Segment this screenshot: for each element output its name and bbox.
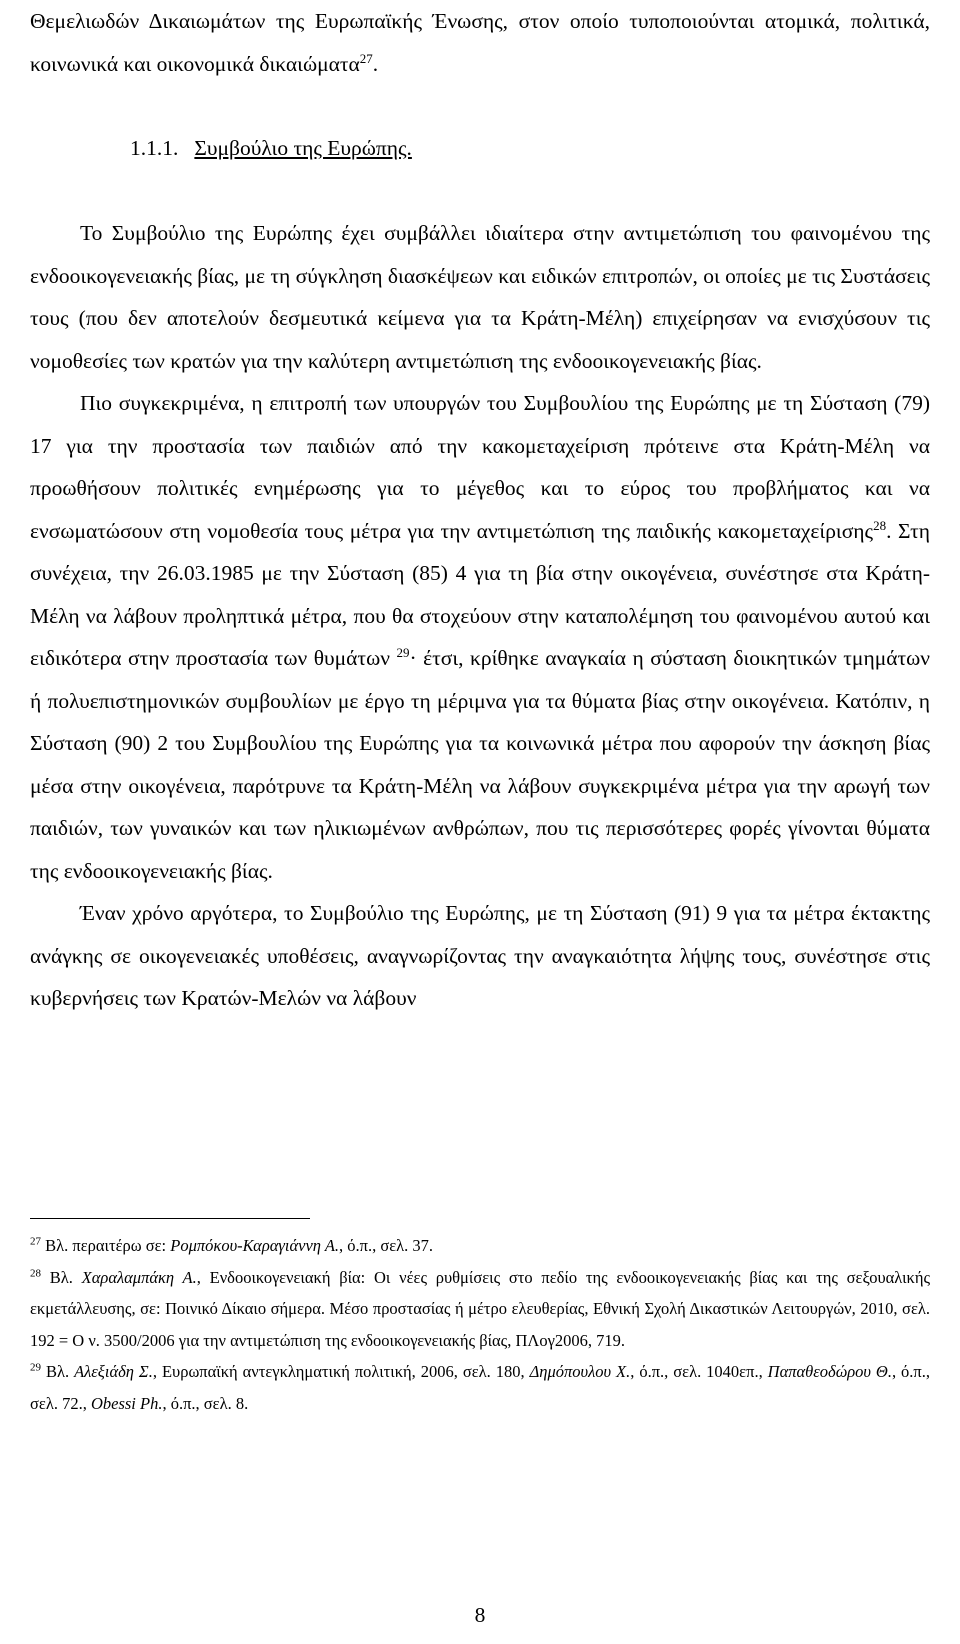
footnote-text: Βλ. <box>49 1267 82 1287</box>
footnote-author: Αλεξιάδη Σ. <box>74 1362 153 1381</box>
footnote-text: , ό.π., σελ. 37. <box>339 1236 434 1255</box>
footnote-text: Βλ. <box>45 1362 75 1381</box>
footnote-ref-29[interactable]: 29 <box>396 644 410 660</box>
paragraph-2-part-a: Πιο συγκεκριμένα, η επιτροπή των υπουργών του Συμβουλίου της Ευρώπης με τη Σύσταση (79) 17 για την προστασία των παιδιών από την κακομεταχείριση πρότεινε στα Κράτη-Μέλη να προωθήσουν πολιτικές ενημέρωσης για το μέγεθος και το εύρος του προβλήματος και να ενσωματώσουν στη νομοθεσία τους μέτρα για την αντιμετώπιση της παιδικής κακομεταχείρισης <box>30 391 930 543</box>
page-number: 8 <box>474 1603 486 1627</box>
footnote-author: Ρομπόκου-Καραγιάννη Α. <box>170 1236 340 1255</box>
main-text <box>30 212 930 1020</box>
footnote-text: , ό.π., σελ. 8. <box>162 1393 249 1413</box>
intro-tail: . <box>372 51 379 76</box>
paragraph-2-part-c: · έτσι, κρίθηκε αναγκαία η σύσταση διοικητικών τμημάτων ή πολυεπιστημονικών συμβουλίων με έργο τη μέριμνα για τα θύματα βίας στην οικογένεια. Κατόπιν, η Σύσταση (90) 2 του Συμβουλίου της Ευρώπης για τα κοινωνικά μέτρα που αφορούν την άσκηση βίας μέσα στην οικογένεια, παρότρυνε τα Κράτη-Μέλη να λάβουν συγκεκριμένα μέτρα για την αρωγή των παιδιών, των γυναικών και των ηλικιωμένων ανθρώπων, που τις περισσότερες φορές γίνονται θύματα της ενδοοικογενειακής βίας. <box>30 646 931 883</box>
section-heading <box>130 127 412 170</box>
document-page <box>30 0 930 1644</box>
footnote-number: 28 <box>30 1267 41 1279</box>
footnote-number: 27 <box>30 1235 41 1248</box>
footnote-29 <box>30 1356 930 1419</box>
footnote-author: Obessi Ph. <box>90 1393 163 1413</box>
footnote-text: , ό.π., σελ. 1040επ., <box>630 1362 768 1381</box>
footnote-28 <box>30 1262 930 1357</box>
paragraph-3: Έναν χρόνο αργότερα, το Συμβούλιο της Ευρώπης, με τη Σύσταση (91) 9 για τα μέτρα έκτακτης ανάγκης σε οικογενειακές υποθέσεις, αναγνωρίζοντας την αναγκαιότητα λήψης τους, συνέστησε στις κυβερνήσεις των Κρατών-Μελών να λάβουν <box>30 901 930 1010</box>
footnote-text: , Ευρωπαϊκή αντεγκληματική πολιτική, 2006, σελ. 180, <box>152 1362 530 1381</box>
footnote-text: , ό.π., σελ. 72., <box>30 1362 931 1413</box>
footnote-text: , Ενδοοικογενειακή βία: Οι νέες ρυθμίσεις στο πεδίο της ενδοοικογενειακής βίας και της σεξουαλικής εκμετάλλευσης, σε: Ποινικό Δίκαιο σήμερα. Μέσο προστασίας ή μέτρο ελευθερίας, Εθνική Σχολή Δικαστικών Λειτουργών, 2010, σελ. 192 = Ο ν. 3500/2006 για την αντιμετώπιση της ενδοοικογενειακής βίας, ΠΛογ2006, 719. <box>30 1267 931 1350</box>
paragraph-2 <box>30 382 930 892</box>
intro-paragraph <box>30 0 930 85</box>
footnote-author: Χαραλαμπάκη Α. <box>81 1267 197 1287</box>
footnotes <box>30 1230 930 1419</box>
section-number: 1.1.1. <box>130 136 179 160</box>
footnote-number: 29 <box>30 1361 41 1374</box>
footnote-27 <box>30 1230 930 1262</box>
paragraph-2-part-b: . Στη συνέχεια, την 26.03.1985 με την Σύσταση (85) 4 για τη βία στην οικογένεια, συνέστησε στα Κράτη-Μέλη να λάβουν προληπτικά μέτρα, που θα στοχεύουν στην καταπολέμηση του φαινομένου αυτού και ειδικότερα στην προστασία των θυμάτων <box>30 518 930 670</box>
footnote-separator <box>30 1218 310 1219</box>
footnote-author: Δημόπουλου Χ. <box>529 1362 631 1381</box>
intro-text: Θεμελιωδών Δικαιωμάτων της Ευρωπαϊκής Ένωσης, στον οποίο τυποποιούνται ατομικά, πολιτικά, κοινωνικά και οικονομικά δικαιώματα <box>30 9 930 76</box>
paragraph-1: Το Συμβούλιο της Ευρώπης έχει συμβάλλει ιδιαίτερα στην αντιμετώπιση του φαινομένου της ενδοοικογενειακής βίας, με τη σύγκληση διασκέψεων και ειδικών επιτροπών, οι οποίες με τις Συστάσεις τους (που δεν αποτελούν δεσμευτικά κείμενα για τα Κράτη-Μέλη) επιχείρησαν να ενισχύσουν τις νομοθεσίες των κρατών για την καλύτερη αντιμετώπιση της ενδοοικογενειακής βίας. <box>30 221 930 373</box>
section-title: Συμβούλιο της Ευρώπης. <box>194 136 412 160</box>
footnote-ref-28[interactable]: 28 <box>873 517 887 533</box>
footnote-author: Παπαθεοδώρου Θ. <box>767 1362 892 1381</box>
footnote-text: Βλ. περαιτέρω σε: <box>45 1236 171 1255</box>
footnote-ref-27[interactable]: 27 <box>359 50 373 66</box>
